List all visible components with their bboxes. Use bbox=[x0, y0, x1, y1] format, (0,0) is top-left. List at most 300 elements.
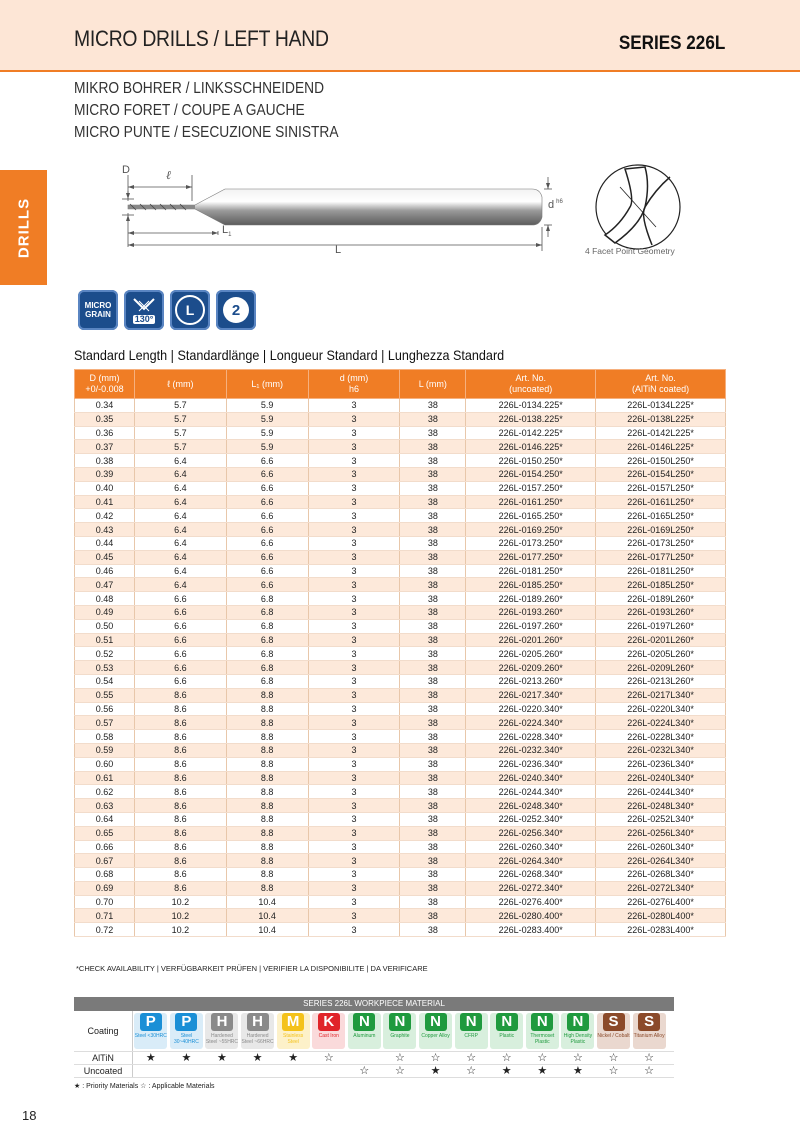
table-cell: 6.4 bbox=[134, 550, 226, 564]
table-cell: 0.43 bbox=[75, 523, 135, 537]
table-row bbox=[75, 881, 726, 895]
page-header bbox=[0, 0, 800, 72]
drill-diagram bbox=[100, 155, 700, 265]
table-cell: 38 bbox=[400, 536, 466, 550]
table-cell: 226L-0213L260* bbox=[596, 674, 726, 688]
table-cell: 226L-0189L260* bbox=[596, 592, 726, 606]
table-cell: 8.6 bbox=[134, 881, 226, 895]
table-cell: 8.6 bbox=[134, 854, 226, 868]
table-cell: 3 bbox=[308, 812, 400, 826]
table-cell: 8.6 bbox=[134, 812, 226, 826]
table-cell: 0.38 bbox=[75, 454, 135, 468]
table-cell: 6.6 bbox=[226, 550, 308, 564]
table-cell: 3 bbox=[308, 826, 400, 840]
table-cell: 226L-0283.400* bbox=[466, 923, 596, 937]
table-row bbox=[75, 757, 726, 771]
table-cell: 6.6 bbox=[134, 633, 226, 647]
table-cell: 38 bbox=[400, 909, 466, 923]
table-cell: 5.7 bbox=[134, 412, 226, 426]
table-row bbox=[75, 826, 726, 840]
table-cell: 6.4 bbox=[134, 509, 226, 523]
table-cell: 0.63 bbox=[75, 799, 135, 813]
table-cell: 38 bbox=[400, 881, 466, 895]
table-cell: 6.4 bbox=[134, 454, 226, 468]
table-cell: 6.4 bbox=[134, 536, 226, 550]
table-cell: 8.6 bbox=[134, 799, 226, 813]
table-cell: 8.8 bbox=[226, 757, 308, 771]
table-cell: 8.6 bbox=[134, 771, 226, 785]
table-cell: 5.7 bbox=[134, 399, 226, 413]
table-cell: 226L-0138.225* bbox=[466, 412, 596, 426]
uncoated-rating: ☆ bbox=[359, 1065, 370, 1077]
uncoated-rating: ☆ bbox=[395, 1065, 405, 1077]
table-cell: 38 bbox=[400, 702, 466, 716]
table-cell: 226L-0209.260* bbox=[466, 661, 596, 675]
table-cell: 0.55 bbox=[75, 688, 135, 702]
table-cell: 226L-0240.340* bbox=[466, 771, 596, 785]
table-cell: 6.6 bbox=[226, 481, 308, 495]
table-cell: 38 bbox=[400, 785, 466, 799]
table-cell: 0.62 bbox=[75, 785, 135, 799]
altin-rating: ☆ bbox=[644, 1052, 655, 1064]
table-cell: 0.40 bbox=[75, 481, 135, 495]
table-cell: 226L-0134L225* bbox=[596, 399, 726, 413]
table-cell: 226L-0165.250* bbox=[466, 509, 596, 523]
table-cell: 3 bbox=[308, 550, 400, 564]
uncoated-rating: ★ bbox=[501, 1065, 512, 1077]
table-cell: 6.6 bbox=[134, 647, 226, 661]
material-tile: N Plastic bbox=[489, 1011, 525, 1051]
column-header: Art. No. (AlTiN coated) bbox=[596, 370, 726, 399]
table-cell: 226L-0232L340* bbox=[596, 743, 726, 757]
table-cell: 0.72 bbox=[75, 923, 135, 937]
table-cell: 6.8 bbox=[226, 647, 308, 661]
table-cell: 226L-0197.260* bbox=[466, 619, 596, 633]
micro-grain-icon: MICRO GRAIN bbox=[78, 290, 118, 330]
geometry-caption: 4 Facet Point Geometry bbox=[585, 246, 675, 256]
uncoated-rating: ★ bbox=[430, 1065, 441, 1077]
material-tile: S Titanium Alloy bbox=[631, 1011, 667, 1051]
table-cell: 226L-0264L340* bbox=[596, 854, 726, 868]
table-row bbox=[75, 868, 726, 882]
table-cell: 3 bbox=[308, 399, 400, 413]
table-cell: 226L-0177L250* bbox=[596, 550, 726, 564]
two-flutes-icon: 2 bbox=[216, 290, 256, 330]
side-tab: DRILLS bbox=[0, 170, 47, 285]
table-row bbox=[75, 702, 726, 716]
uncoated-rating bbox=[311, 1065, 347, 1077]
table-cell: 3 bbox=[308, 619, 400, 633]
coating-row bbox=[74, 1011, 674, 1052]
altin-rating: ☆ bbox=[501, 1052, 512, 1064]
table-cell: 3 bbox=[308, 895, 400, 909]
table-row bbox=[75, 509, 726, 523]
workpiece-material-table bbox=[74, 997, 674, 1078]
table-cell: 38 bbox=[400, 412, 466, 426]
table-cell: 226L-0256L340* bbox=[596, 826, 726, 840]
table-cell: 0.34 bbox=[75, 399, 135, 413]
series-title: SERIES 226L bbox=[618, 33, 725, 54]
table-cell: 226L-0146L225* bbox=[596, 440, 726, 454]
table-cell: 226L-0201L260* bbox=[596, 633, 726, 647]
label-l: ℓ bbox=[166, 168, 171, 182]
table-row bbox=[75, 743, 726, 757]
table-cell: 0.50 bbox=[75, 619, 135, 633]
table-cell: 226L-0157.250* bbox=[466, 481, 596, 495]
table-cell: 3 bbox=[308, 495, 400, 509]
table-row bbox=[75, 895, 726, 909]
table-cell: 3 bbox=[308, 605, 400, 619]
table-cell: 3 bbox=[308, 909, 400, 923]
table-cell: 3 bbox=[308, 923, 400, 937]
table-cell: 0.36 bbox=[75, 426, 135, 440]
altin-rating: ☆ bbox=[395, 1052, 405, 1064]
table-row bbox=[75, 730, 726, 744]
table-cell: 8.6 bbox=[134, 840, 226, 854]
table-cell: 3 bbox=[308, 647, 400, 661]
table-row bbox=[75, 564, 726, 578]
table-cell: 38 bbox=[400, 799, 466, 813]
specifications-table bbox=[74, 369, 726, 937]
table-cell: 0.58 bbox=[75, 730, 135, 744]
altin-rating: ☆ bbox=[608, 1052, 619, 1064]
table-cell: 6.6 bbox=[226, 564, 308, 578]
table-cell: 3 bbox=[308, 854, 400, 868]
table-cell: 226L-0228.340* bbox=[466, 730, 596, 744]
table-cell: 3 bbox=[308, 592, 400, 606]
table-cell: 8.8 bbox=[226, 840, 308, 854]
table-cell: 38 bbox=[400, 812, 466, 826]
table-cell: 226L-0134.225* bbox=[466, 399, 596, 413]
table-cell: 226L-0150.250* bbox=[466, 454, 596, 468]
table-cell: 38 bbox=[400, 743, 466, 757]
table-cell: 226L-0154L250* bbox=[596, 467, 726, 481]
table-cell: 8.6 bbox=[134, 785, 226, 799]
table-cell: 6.6 bbox=[226, 495, 308, 509]
table-cell: 3 bbox=[308, 881, 400, 895]
table-cell: 3 bbox=[308, 757, 400, 771]
table-cell: 38 bbox=[400, 454, 466, 468]
table-cell: 5.9 bbox=[226, 426, 308, 440]
table-cell: 226L-0244L340* bbox=[596, 785, 726, 799]
altin-rating: ☆ bbox=[537, 1052, 548, 1064]
table-cell: 10.2 bbox=[134, 909, 226, 923]
table-cell: 226L-0248L340* bbox=[596, 799, 726, 813]
table-cell: 8.6 bbox=[134, 702, 226, 716]
altin-rating: ★ bbox=[288, 1052, 299, 1064]
table-cell: 226L-0177.250* bbox=[466, 550, 596, 564]
table-cell: 226L-0150L250* bbox=[596, 454, 726, 468]
table-cell: 226L-0268.340* bbox=[466, 868, 596, 882]
subtitle-it: MICRO PUNTE / ESECUZIONE SINISTRA bbox=[74, 124, 339, 141]
altin-rating: ★ bbox=[145, 1052, 156, 1064]
table-cell: 10.2 bbox=[134, 895, 226, 909]
material-tile: H Hardened Steel ~55HRC bbox=[204, 1011, 240, 1051]
table-cell: 8.8 bbox=[226, 743, 308, 757]
altin-rating: ☆ bbox=[466, 1052, 477, 1064]
table-cell: 38 bbox=[400, 688, 466, 702]
point-angle-icon: 130° bbox=[124, 290, 164, 330]
table-cell: 38 bbox=[400, 605, 466, 619]
table-row bbox=[75, 716, 726, 730]
table-cell: 226L-0224L340* bbox=[596, 716, 726, 730]
table-cell: 0.54 bbox=[75, 674, 135, 688]
table-row bbox=[75, 550, 726, 564]
table-row bbox=[75, 399, 726, 413]
table-cell: 0.59 bbox=[75, 743, 135, 757]
table-cell: 8.8 bbox=[226, 771, 308, 785]
table-cell: 38 bbox=[400, 840, 466, 854]
table-cell: 8.6 bbox=[134, 730, 226, 744]
material-tile: K Cast Iron bbox=[311, 1011, 347, 1051]
table-cell: 5.9 bbox=[226, 440, 308, 454]
table-cell: 0.53 bbox=[75, 661, 135, 675]
table-cell: 0.61 bbox=[75, 771, 135, 785]
table-row bbox=[75, 495, 726, 509]
table-cell: 226L-0268L340* bbox=[596, 868, 726, 882]
table-cell: 8.8 bbox=[226, 799, 308, 813]
table-cell: 0.49 bbox=[75, 605, 135, 619]
table-cell: 226L-0236.340* bbox=[466, 757, 596, 771]
table-cell: 6.8 bbox=[226, 674, 308, 688]
table-cell: 8.6 bbox=[134, 743, 226, 757]
table-cell: 38 bbox=[400, 923, 466, 937]
table-cell: 3 bbox=[308, 674, 400, 688]
column-header: Art. No. (uncoated) bbox=[466, 370, 596, 399]
table-cell: 38 bbox=[400, 895, 466, 909]
table-cell: 226L-0173L250* bbox=[596, 536, 726, 550]
table-cell: 226L-0146.225* bbox=[466, 440, 596, 454]
material-tile: S Nickel / Cobalt bbox=[596, 1011, 632, 1051]
table-cell: 8.8 bbox=[226, 730, 308, 744]
table-row bbox=[75, 661, 726, 675]
table-cell: 226L-0201.260* bbox=[466, 633, 596, 647]
table-cell: 3 bbox=[308, 633, 400, 647]
table-cell: 38 bbox=[400, 868, 466, 882]
table-cell: 226L-0169.250* bbox=[466, 523, 596, 537]
legend: ★ : Priority Materials ☆ : Applicable Materials bbox=[74, 1083, 215, 1090]
table-cell: 3 bbox=[308, 412, 400, 426]
table-cell: 226L-0252L340* bbox=[596, 812, 726, 826]
table-row bbox=[75, 454, 726, 468]
uncoated-rating: ★ bbox=[572, 1065, 583, 1077]
table-cell: 5.7 bbox=[134, 440, 226, 454]
table-row bbox=[75, 688, 726, 702]
table-cell: 226L-0283L400* bbox=[596, 923, 726, 937]
table-cell: 6.6 bbox=[226, 467, 308, 481]
table-cell: 226L-0217L340* bbox=[596, 688, 726, 702]
table-row bbox=[75, 578, 726, 592]
table-cell: 3 bbox=[308, 743, 400, 757]
column-header: L (mm) bbox=[400, 370, 466, 399]
material-tile: H Hardened Steel ~66HRC bbox=[240, 1011, 276, 1051]
table-cell: 0.68 bbox=[75, 868, 135, 882]
table-cell: 3 bbox=[308, 799, 400, 813]
table-cell: 0.47 bbox=[75, 578, 135, 592]
table-row bbox=[75, 785, 726, 799]
table-cell: 8.8 bbox=[226, 702, 308, 716]
table-cell: 0.65 bbox=[75, 826, 135, 840]
table-cell: 38 bbox=[400, 481, 466, 495]
table-cell: 3 bbox=[308, 481, 400, 495]
section-title: Standard Length | Standardlänge | Longueur Standard | Lunghezza Standard bbox=[74, 347, 505, 363]
table-cell: 38 bbox=[400, 661, 466, 675]
table-cell: 3 bbox=[308, 661, 400, 675]
table-cell: 8.6 bbox=[134, 826, 226, 840]
table-row bbox=[75, 523, 726, 537]
table-cell: 38 bbox=[400, 757, 466, 771]
table-cell: 6.8 bbox=[226, 605, 308, 619]
table-cell: 38 bbox=[400, 674, 466, 688]
table-cell: 38 bbox=[400, 592, 466, 606]
page-number: 18 bbox=[22, 1108, 37, 1123]
table-cell: 6.8 bbox=[226, 592, 308, 606]
table-cell: 0.57 bbox=[75, 716, 135, 730]
table-cell: 0.51 bbox=[75, 633, 135, 647]
table-cell: 226L-0232.340* bbox=[466, 743, 596, 757]
table-cell: 226L-0157L250* bbox=[596, 481, 726, 495]
table-cell: 226L-0272.340* bbox=[466, 881, 596, 895]
subtitle-fr: MICRO FORET / COUPE A GAUCHE bbox=[74, 102, 305, 119]
table-cell: 226L-0276L400* bbox=[596, 895, 726, 909]
table-cell: 226L-0217.340* bbox=[466, 688, 596, 702]
table-cell: 3 bbox=[308, 564, 400, 578]
table-row bbox=[75, 426, 726, 440]
table-body bbox=[75, 399, 726, 937]
table-cell: 6.6 bbox=[226, 509, 308, 523]
table-cell: 3 bbox=[308, 730, 400, 744]
table-cell: 8.6 bbox=[134, 757, 226, 771]
table-cell: 0.41 bbox=[75, 495, 135, 509]
altin-rating: ☆ bbox=[430, 1052, 441, 1064]
coating-label: Coating bbox=[74, 1011, 133, 1051]
table-cell: 6.4 bbox=[134, 564, 226, 578]
table-cell: 38 bbox=[400, 564, 466, 578]
table-cell: 8.8 bbox=[226, 881, 308, 895]
table-cell: 38 bbox=[400, 550, 466, 564]
table-cell: 0.67 bbox=[75, 854, 135, 868]
material-tile: N Graphite bbox=[382, 1011, 418, 1051]
table-cell: 3 bbox=[308, 840, 400, 854]
table-cell: 226L-0252.340* bbox=[466, 812, 596, 826]
label-L: L bbox=[335, 244, 342, 256]
table-cell: 38 bbox=[400, 771, 466, 785]
column-header: d (mm) h6 bbox=[308, 370, 400, 399]
table-cell: 38 bbox=[400, 440, 466, 454]
table-cell: 0.71 bbox=[75, 909, 135, 923]
table-row bbox=[75, 854, 726, 868]
table-cell: 226L-0240L340* bbox=[596, 771, 726, 785]
table-cell: 8.8 bbox=[226, 785, 308, 799]
material-tile: N Copper Alloy bbox=[418, 1011, 454, 1051]
footnote: *CHECK AVAILABILITY | VERFÜGBARKEIT PRÜFEN | VERIFIER LA DISPONIBILITE | DA VERIFICARE bbox=[76, 964, 428, 973]
uncoated-rating bbox=[240, 1065, 276, 1077]
table-cell: 226L-0165L250* bbox=[596, 509, 726, 523]
table-row bbox=[75, 771, 726, 785]
table-cell: 3 bbox=[308, 454, 400, 468]
table-cell: 10.4 bbox=[226, 909, 308, 923]
uncoated-label: Uncoated bbox=[74, 1065, 133, 1077]
table-cell: 6.6 bbox=[226, 578, 308, 592]
table-cell: 3 bbox=[308, 440, 400, 454]
table-cell: 6.6 bbox=[226, 454, 308, 468]
altin-row bbox=[74, 1052, 674, 1065]
table-cell: 226L-0193L260* bbox=[596, 605, 726, 619]
altin-label: AlTiN bbox=[74, 1052, 133, 1064]
table-cell: 226L-0154.250* bbox=[466, 467, 596, 481]
column-header: ℓ (mm) bbox=[134, 370, 226, 399]
altin-rating: ★ bbox=[181, 1052, 192, 1064]
table-cell: 226L-0197L260* bbox=[596, 619, 726, 633]
column-header: D (mm) +0/-0.008 bbox=[75, 370, 135, 399]
table-cell: 5.7 bbox=[134, 426, 226, 440]
table-cell: 38 bbox=[400, 578, 466, 592]
table-cell: 8.6 bbox=[134, 868, 226, 882]
table-cell: 226L-0272L340* bbox=[596, 881, 726, 895]
table-cell: 6.6 bbox=[134, 605, 226, 619]
table-cell: 226L-0142.225* bbox=[466, 426, 596, 440]
uncoated-rating: ★ bbox=[537, 1065, 548, 1077]
table-cell: 6.4 bbox=[134, 523, 226, 537]
table-row bbox=[75, 467, 726, 481]
table-cell: 6.6 bbox=[226, 523, 308, 537]
table-cell: 3 bbox=[308, 771, 400, 785]
table-cell: 10.4 bbox=[226, 895, 308, 909]
table-cell: 8.8 bbox=[226, 868, 308, 882]
table-row bbox=[75, 674, 726, 688]
table-cell: 38 bbox=[400, 523, 466, 537]
table-cell: 226L-0213.260* bbox=[466, 674, 596, 688]
uncoated-row bbox=[74, 1065, 674, 1078]
table-cell: 3 bbox=[308, 578, 400, 592]
table-cell: 8.8 bbox=[226, 812, 308, 826]
table-cell: 226L-0236L340* bbox=[596, 757, 726, 771]
table-row bbox=[75, 840, 726, 854]
table-cell: 10.4 bbox=[226, 923, 308, 937]
table-row bbox=[75, 923, 726, 937]
table-cell: 226L-0173.250* bbox=[466, 536, 596, 550]
altin-rating: ☆ bbox=[323, 1052, 334, 1064]
table-cell: 3 bbox=[308, 426, 400, 440]
table-cell: 226L-0260.340* bbox=[466, 840, 596, 854]
uncoated-rating bbox=[275, 1065, 311, 1077]
table-cell: 226L-0161.250* bbox=[466, 495, 596, 509]
table-cell: 3 bbox=[308, 467, 400, 481]
table-cell: 0.70 bbox=[75, 895, 135, 909]
table-cell: 226L-0205L260* bbox=[596, 647, 726, 661]
table-cell: 6.6 bbox=[134, 661, 226, 675]
table-cell: 0.52 bbox=[75, 647, 135, 661]
table-cell: 0.66 bbox=[75, 840, 135, 854]
table-cell: 5.9 bbox=[226, 399, 308, 413]
table-cell: 6.4 bbox=[134, 467, 226, 481]
material-tile: P Steel 30~40HRC bbox=[169, 1011, 205, 1051]
table-cell: 3 bbox=[308, 785, 400, 799]
table-cell: 6.6 bbox=[134, 592, 226, 606]
column-header: L₁ (mm) bbox=[226, 370, 308, 399]
uncoated-rating: ☆ bbox=[466, 1065, 477, 1077]
table-cell: 6.4 bbox=[134, 578, 226, 592]
label-d: d $^{h6}$ bbox=[548, 199, 563, 211]
table-cell: 8.8 bbox=[226, 854, 308, 868]
table-row bbox=[75, 440, 726, 454]
table-cell: 8.8 bbox=[226, 688, 308, 702]
table-cell: 226L-0181L250* bbox=[596, 564, 726, 578]
table-cell: 3 bbox=[308, 702, 400, 716]
altin-rating: ★ bbox=[217, 1052, 227, 1064]
table-cell: 38 bbox=[400, 619, 466, 633]
table-cell: 38 bbox=[400, 399, 466, 413]
